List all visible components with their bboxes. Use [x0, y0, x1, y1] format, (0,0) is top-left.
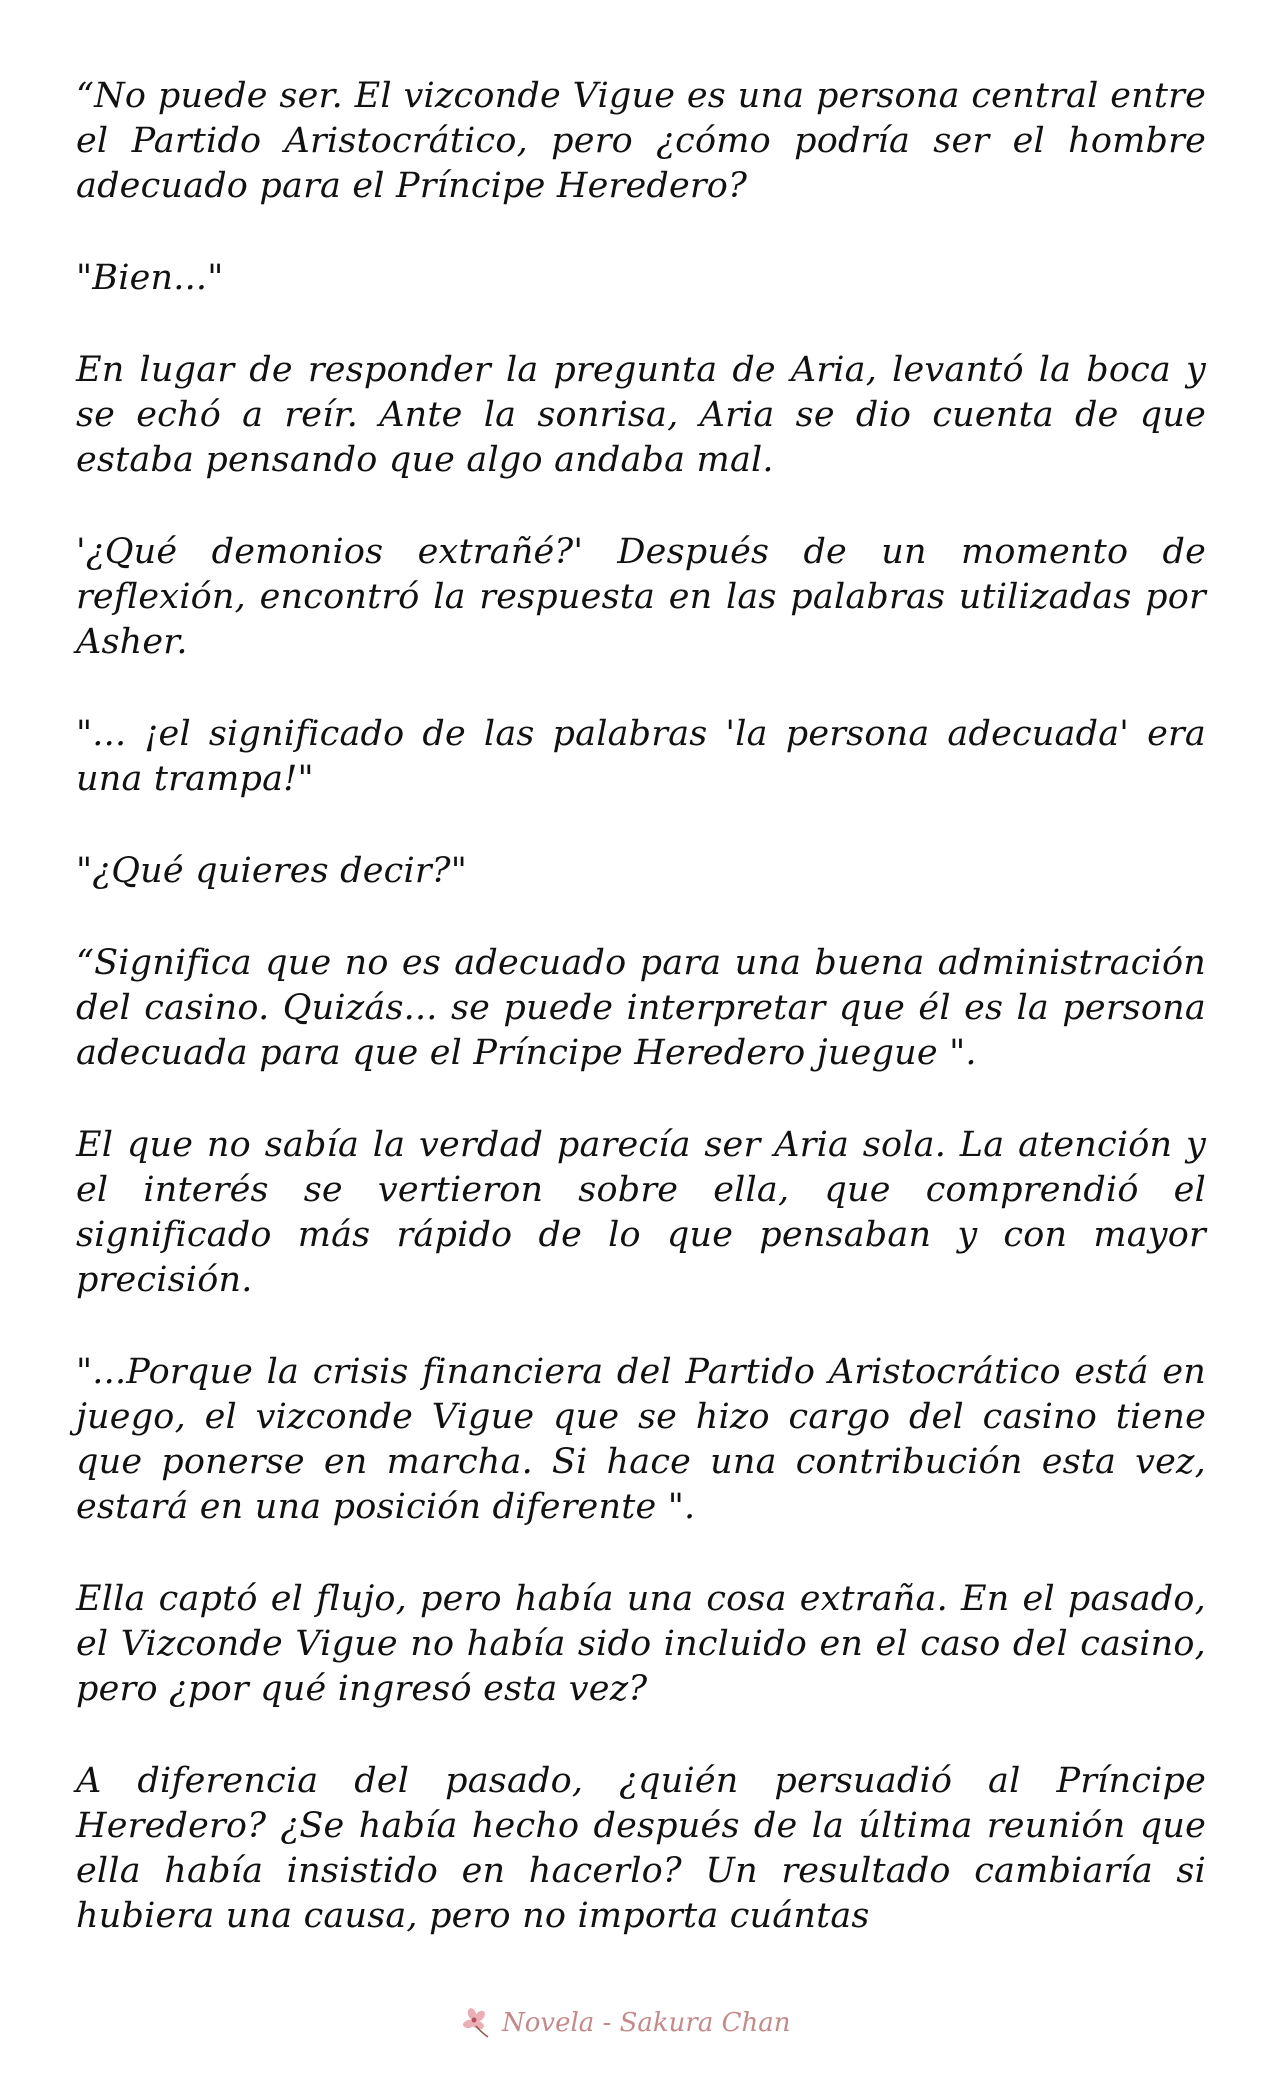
paragraph: En lugar de responder la pregunta de Aria, levantó la boca y se echó a reír. Ante la sonrisa, Aria se dio cuenta de que estaba pensando que algo andaba mal.: [76, 350, 1206, 480]
paragraph: "¿Qué quieres decir?": [76, 851, 468, 891]
paragraph: "...Porque la crisis financiera del Partido Aristocrático está en juego, el vizconde Vigue que se hizo cargo del casino tiene que ponerse en marcha. Si hace una contribución esta vez, estará en una posición diferente ".: [76, 1352, 1206, 1527]
paragraph: El que no sabía la verdad parecía ser Aria sola. La atención y el interés se vertieron sobre ella, que comprendió el significado más rápido de lo que pensaban y con mayor precisión.: [76, 1125, 1206, 1300]
paragraph: A diferencia del pasado, ¿quién persuadió al Príncipe Heredero? ¿Se había hecho después de la última reunión que ella había insistido en hacerlo? Un resultado cambiaría si hubiera una causa, pero no importa cuántas: [76, 1761, 1206, 1936]
watermark-text: Novela - Sakura Chan: [502, 2008, 791, 2038]
paragraph: '¿Qué demonios extrañé?' Después de un momento de reflexión, encontró la respuesta en las palabras utilizadas por Asher.: [76, 532, 1206, 662]
document-body: [76, 74, 1206, 1986]
paragraph: "Bien...": [76, 258, 224, 298]
paragraph: Ella captó el flujo, pero había una cosa extraña. En el pasado, el Vizconde Vigue no había sido incluido en el caso del casino, pero ¿por qué ingresó esta vez?: [76, 1579, 1206, 1709]
watermark: [460, 2003, 840, 2043]
paragraph: "... ¡el significado de las palabras 'la persona adecuada' era una trampa!": [76, 714, 1206, 799]
sakura-flower-icon: [460, 2006, 494, 2040]
paragraph: “No puede ser. El vizconde Vigue es una persona central entre el Partido Aristocrático, pero ¿cómo podría ser el hombre adecuado para el Príncipe Heredero?: [76, 76, 1206, 206]
paragraph: “Significa que no es adecuado para una buena administración del casino. Quizás... se puede interpretar que él es la persona adecuada para que el Príncipe Heredero juegue ".: [76, 943, 1206, 1073]
